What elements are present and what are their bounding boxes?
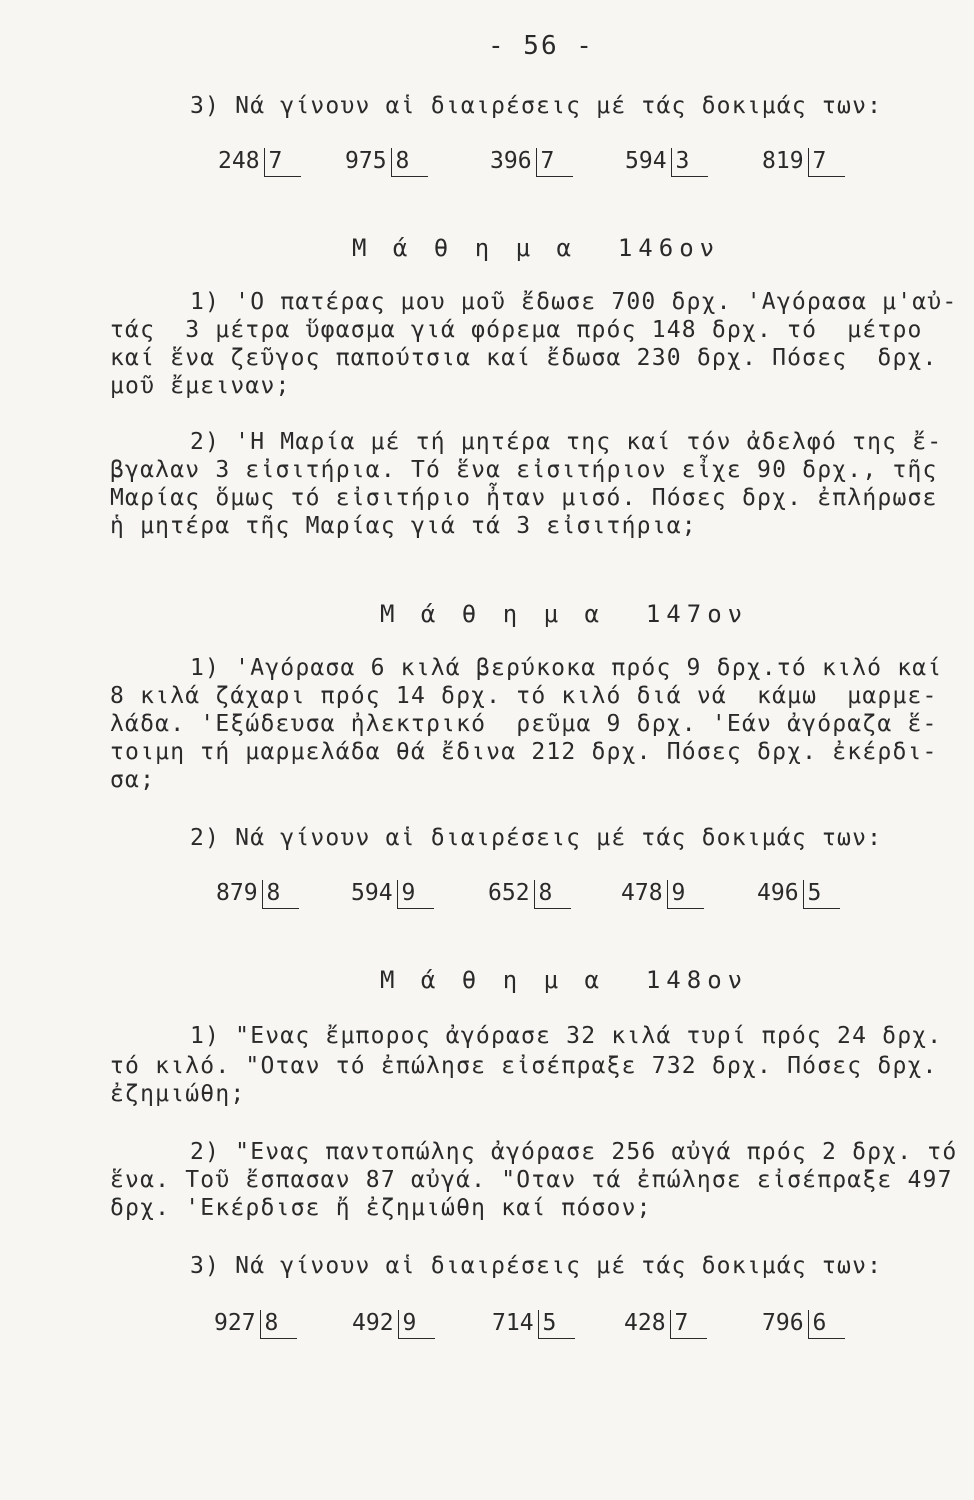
- exercise-text: 2) Νά γίνουν αἱ διαιρέσεις μέ τάς δοκιμάς των:: [190, 825, 883, 851]
- problem-line: μοῦ ἔμειναν;: [110, 373, 291, 399]
- problem-line: ἐζημιώθη;: [110, 1081, 246, 1107]
- problem-line: τοιμη τή μαρμελάδα θά ἔδινα 212 δρχ. Πόσες δρχ. ἐκέρδι-: [110, 739, 938, 765]
- problem-line: 1) 'Ο πατέρας μου μοῦ ἔδωσε 700 δρχ. 'Αγόρασα μ'αὐ-: [190, 289, 958, 315]
- division-problem: 975 8: [345, 148, 428, 177]
- division-problem: 478 9: [621, 880, 704, 909]
- division-problem: 492 9: [352, 1310, 435, 1339]
- division-problem: 428 7: [624, 1310, 707, 1339]
- division-row-1: [0, 148, 974, 182]
- page-number: - 56 -: [488, 31, 594, 61]
- division-problem: 927 8: [214, 1310, 297, 1339]
- division-row-3: [0, 1310, 974, 1344]
- division-problem: 879 8: [216, 880, 299, 909]
- problem-line: 1) "Ενας ἔμπορος ἀγόρασε 32 κιλά τυρί πρός 24 δρχ.: [190, 1023, 943, 1049]
- division-problem: 396 7: [490, 148, 573, 177]
- lesson-heading: Μ ά θ η μ α 146ον: [352, 234, 721, 262]
- division-problem: 714 5: [492, 1310, 575, 1339]
- problem-line: λάδα. 'Εξώδευσα ἠλεκτρικό ρεῦμα 9 δρχ. 'Εάν ἀγόραζα ἕ-: [110, 711, 938, 737]
- problem-line: τό κιλό. "Οταν τό ἐπώλησε εἰσέπραξε 732 δρχ. Πόσες δρχ.: [110, 1053, 938, 1079]
- problem-line: βγαλαν 3 εἰσιτήρια. Τό ἕνα εἰσιτήριον εἶχε 90 δρχ., τῆς: [110, 457, 938, 483]
- exercise-text: 3) Νά γίνουν αἱ διαιρέσεις μέ τάς δοκιμάς των:: [190, 93, 883, 119]
- lesson-heading: Μ ά θ η μ α 147ον: [380, 600, 749, 628]
- problem-line: ἕνα. Τοῦ ἔσπασαν 87 αὐγά. "Οταν τά ἐπώλησε εἰσέπραξε 497: [110, 1167, 953, 1193]
- problem-line: Μαρίας ὅμως τό εἰσιτήριο ἦταν μισό. Πόσες δρχ. ἐπλήρωσε: [110, 485, 938, 511]
- problem-line: 8 κιλά ζάχαρι πρός 14 δρχ. τό κιλό διά νά κάμω μαρμε-: [110, 683, 938, 709]
- problem-line: τάς 3 μέτρα ὕφασμα γιά φόρεμα πρός 148 δρχ. τό μέτρο: [110, 317, 923, 343]
- division-problem: 796 6: [762, 1310, 845, 1339]
- problem-line: 2) "Ενας παντοπώλης ἀγόρασε 256 αὐγά πρός 2 δρχ. τό: [190, 1139, 958, 1165]
- division-problem: 496 5: [757, 880, 840, 909]
- division-problem: 819 7: [762, 148, 845, 177]
- division-problem: 248 7: [218, 148, 301, 177]
- division-problem: 594 9: [351, 880, 434, 909]
- division-problem: 652 8: [488, 880, 571, 909]
- problem-line: σα;: [110, 767, 156, 793]
- problem-line: δρχ. 'Εκέρδισε ἤ ἐζημιώθη καί πόσον;: [110, 1195, 652, 1221]
- problem-line: ἡ μητέρα τῆς Μαρίας γιά τά 3 εἰσιτήρια;: [110, 513, 697, 539]
- exercise-text: 3) Νά γίνουν αἱ διαιρέσεις μέ τάς δοκιμάς των:: [190, 1253, 883, 1279]
- division-problem: 594 3: [625, 148, 708, 177]
- problem-line: 2) 'Η Μαρία μέ τή μητέρα της καί τόν ἀδελφό της ἔ-: [190, 429, 943, 455]
- division-row-2: [0, 880, 974, 914]
- lesson-heading: Μ ά θ η μ α 148ον: [380, 966, 749, 994]
- problem-line: 1) 'Αγόρασα 6 κιλά βερύκοκα πρός 9 δρχ.τό κιλό καί: [190, 655, 943, 681]
- problem-line: καί ἕνα ζεῦγος παπούτσια καί ἔδωσα 230 δρχ. Πόσες δρχ.: [110, 345, 938, 371]
